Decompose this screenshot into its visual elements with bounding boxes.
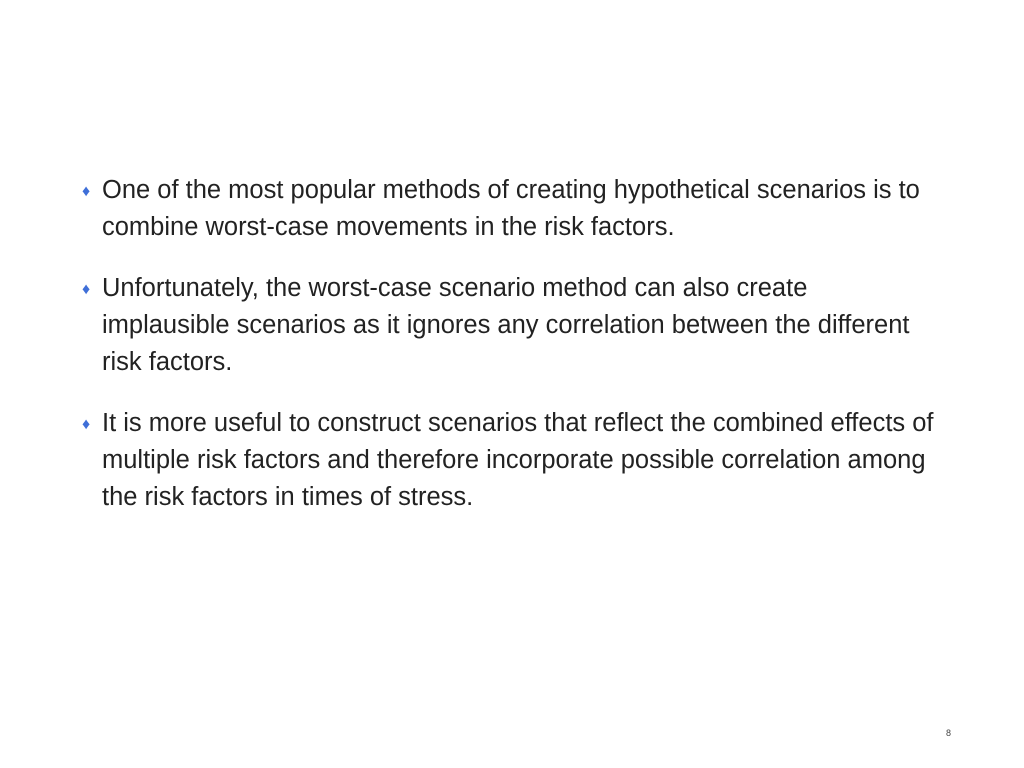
bullet-item xyxy=(82,172,942,246)
bullet-text: One of the most popular methods of creating hypothetical scenarios is to combine worst-case movements in the risk factors. xyxy=(102,176,920,241)
page-number: 8 xyxy=(946,728,952,738)
diamond-icon: ♦ xyxy=(82,183,91,200)
bullet-text: It is more useful to construct scenarios that reflect the combined effects of multiple risk factors and therefore incorporate possible correlation among the risk factors in times of stress. xyxy=(102,409,934,511)
bullet-item xyxy=(82,405,942,516)
bullet-list xyxy=(82,172,942,516)
diamond-icon: ♦ xyxy=(82,281,91,298)
bullet-item xyxy=(82,270,942,381)
bullet-text: Unfortunately, the worst-case scenario method can also create implausible scenarios as it ignores any correlation between the different risk factors. xyxy=(102,274,910,376)
diamond-icon: ♦ xyxy=(82,416,91,433)
